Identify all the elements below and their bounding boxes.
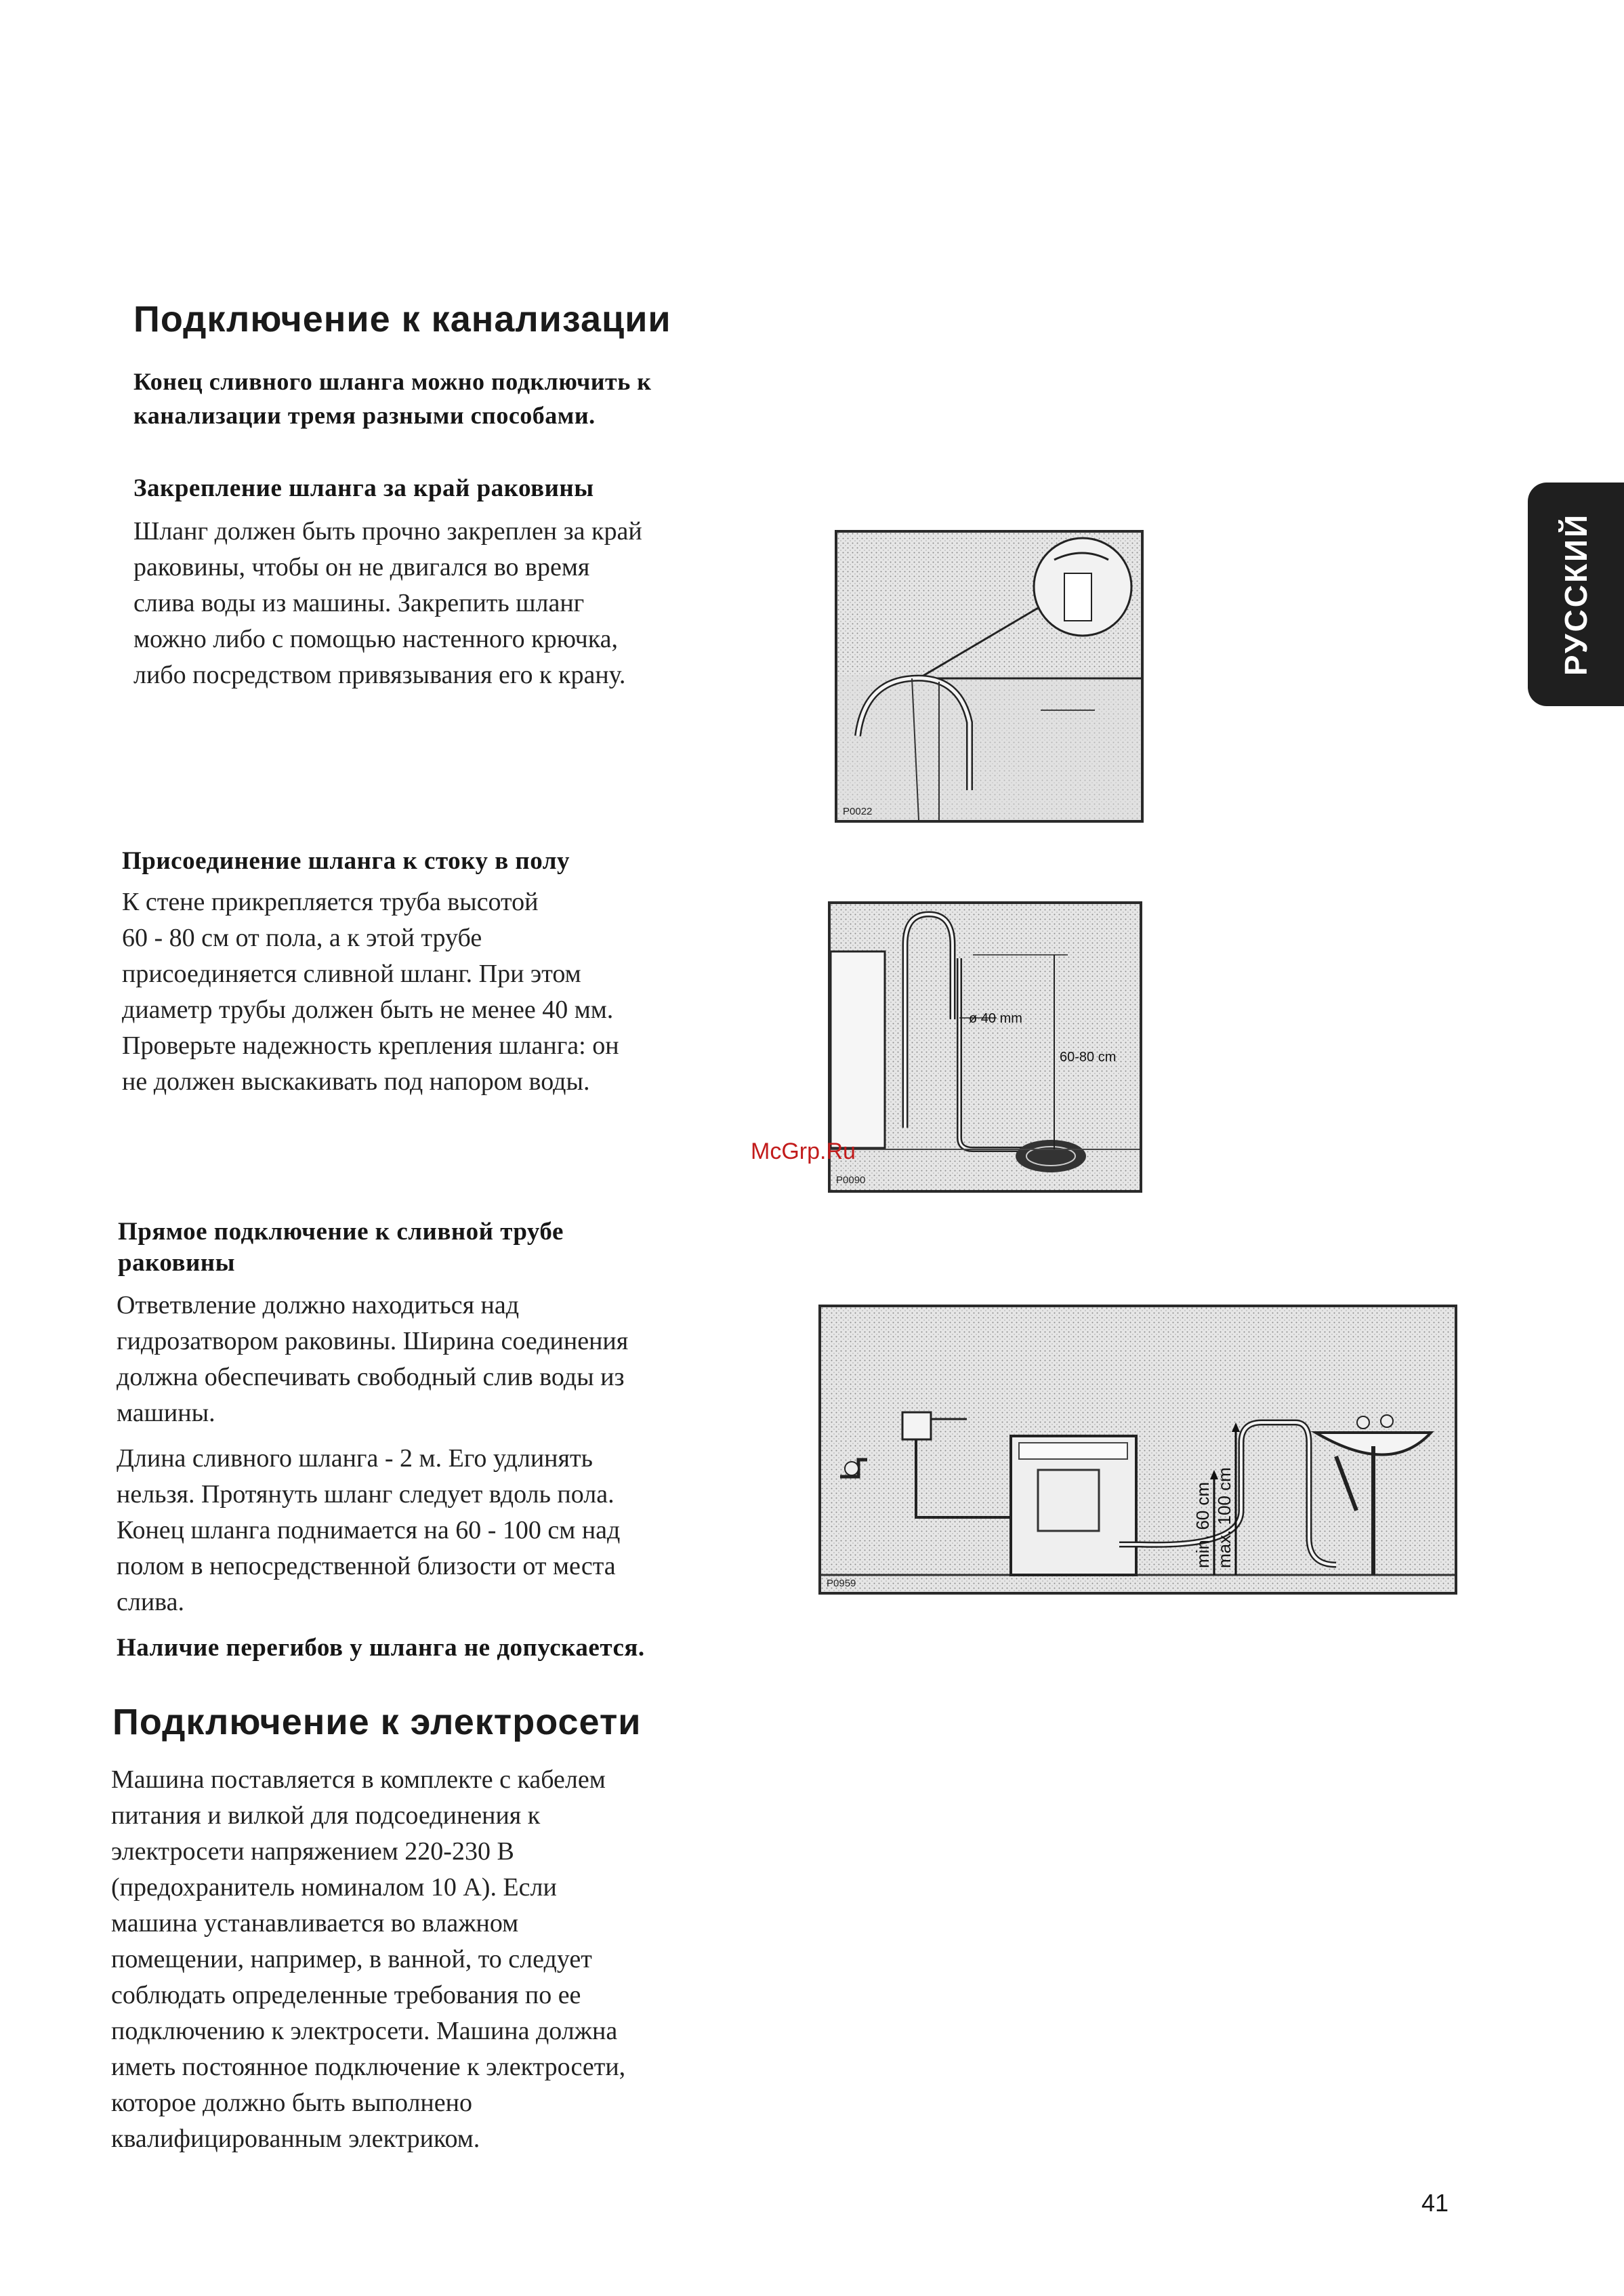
kink-warning: Наличие перегибов у шланга не допускается. bbox=[117, 1634, 645, 1662]
text-line: Ответвление должно находиться над bbox=[117, 1291, 520, 1319]
floor-drain-text bbox=[122, 884, 772, 1100]
text-line: нельзя. Протянуть шланг следует вдоль пола. bbox=[117, 1480, 615, 1509]
text-line: диаметр трубы должен быть не менее 40 мм. bbox=[122, 996, 614, 1024]
text-line: помещении, например, в ванной, то следует bbox=[111, 1945, 592, 1973]
text-line: должна обеспечивать свободный слив воды из bbox=[117, 1363, 625, 1391]
watermark: McGrp.Ru bbox=[751, 1139, 856, 1164]
text-line: 60 - 80 см от пола, а к этой трубе bbox=[122, 924, 482, 952]
drain-intro-line: Конец сливного шланга можно подключить к bbox=[133, 368, 652, 395]
figure-sink-edge bbox=[835, 530, 1144, 823]
text-line: К стене прикрепляется труба высотой bbox=[122, 888, 539, 916]
text-line: Машина поставляется в комплекте с кабелем bbox=[111, 1765, 606, 1794]
sink-edge-text bbox=[133, 514, 784, 693]
diameter-label: ø 40 mm bbox=[969, 1011, 1022, 1026]
text-line: не должен выскакивать под напором воды. bbox=[122, 1067, 590, 1096]
subsection-title-floor-drain: Присоединение шланга к стоку в полу bbox=[122, 847, 570, 875]
min-height-label: min. 60 cm bbox=[1192, 1481, 1213, 1568]
text-line: раковины, чтобы он не двигался во время bbox=[133, 553, 590, 581]
text-line: Проверьте надежность крепления шланга: он bbox=[122, 1031, 619, 1060]
figure-sink-pipe bbox=[818, 1305, 1457, 1595]
text-line: питания и вилкой для подсоединения к bbox=[111, 1801, 541, 1830]
paragraph bbox=[117, 1288, 774, 1431]
text-line: Конец шланга поднимается на 60 - 100 см над bbox=[117, 1516, 621, 1544]
text-line: квалифицированным электриком. bbox=[111, 2125, 480, 2153]
text-line: которое должно быть выполнено bbox=[111, 2089, 472, 2117]
text-line: подключению к электросети. Машина должна bbox=[111, 2017, 618, 2045]
text-line: Длина сливного шланга - 2 м. Его удлинять bbox=[117, 1444, 593, 1473]
text-line: Шланг должен быть прочно закреплен за край bbox=[133, 517, 642, 546]
text-line: слива воды из машины. Закрепить шланг bbox=[133, 589, 585, 617]
text-line: либо посредством привязывания его к крану. bbox=[133, 661, 626, 689]
page-number: 41 bbox=[1421, 2189, 1449, 2217]
text-line: машины. bbox=[117, 1399, 215, 1427]
text-line: можно либо с помощью настенного крючка, bbox=[133, 625, 618, 653]
drain-intro bbox=[133, 365, 784, 432]
figure-code: P0090 bbox=[836, 1174, 866, 1186]
electric-text bbox=[111, 1762, 775, 2157]
height-label: 60-80 cm bbox=[1060, 1050, 1117, 1065]
title-line: раковины bbox=[118, 1249, 235, 1277]
text-line: соблюдать определенные требования по ее bbox=[111, 1981, 581, 2009]
language-tab bbox=[1528, 483, 1624, 706]
section-title-drain: Подключение к канализации bbox=[133, 299, 671, 340]
text-line: машина устанавливается во влажном bbox=[111, 1909, 519, 1938]
text-line: гидрозатвором раковины. Ширина соединения bbox=[117, 1327, 629, 1355]
drain-intro-line: канализации тремя разными способами. bbox=[133, 402, 596, 429]
subsection-title-sink-edge: Закрепление шланга за край раковины bbox=[133, 474, 594, 502]
figure-code: P0022 bbox=[843, 806, 873, 817]
text-line: присоединяется сливной шланг. При этом bbox=[122, 960, 581, 988]
figure-code: P0959 bbox=[827, 1578, 856, 1589]
sink-pipe-text bbox=[117, 1288, 774, 1630]
paragraph bbox=[117, 1441, 774, 1620]
text-line: иметь постоянное подключение к электросети, bbox=[111, 2053, 626, 2081]
text-line: слива. bbox=[117, 1588, 184, 1616]
text-line: (предохранитель номиналом 10 А). Если bbox=[111, 1873, 557, 1902]
text-line: электросети напряжением 220-230 В bbox=[111, 1837, 514, 1866]
title-line: Прямое подключение к сливной трубе bbox=[118, 1218, 564, 1246]
section-title-electric: Подключение к электросети bbox=[112, 1702, 642, 1742]
subsection-title-sink-pipe bbox=[118, 1216, 768, 1279]
max-height-label: max. 100 cm bbox=[1214, 1467, 1234, 1568]
figure-floor-drain bbox=[828, 901, 1142, 1193]
language-tab-label: РУССКИЙ bbox=[1558, 512, 1594, 676]
text-line: полом в непосредственной близости от места bbox=[117, 1552, 616, 1580]
